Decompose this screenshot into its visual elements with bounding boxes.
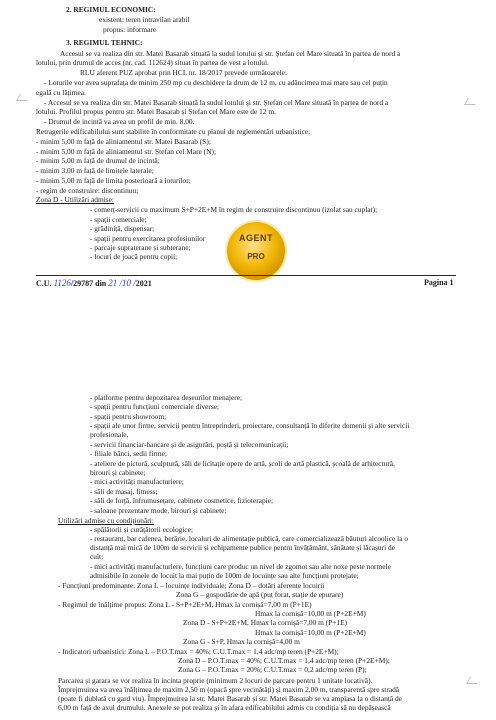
list-item: - servicii financiar-bancare și de asigurări, poștă și telecomunicații; [90, 440, 289, 449]
height-line: - Regimul de înălțime propus: Zona L - S+P+2E+M, Hmax la cornișă=7,00 m (P+1E) [58, 600, 312, 609]
list-item: - spații ale unor firme, servicii pentru întreprinderi, proiectare, consultanță în diferite domenii și alte servicii [90, 421, 410, 430]
existent-line: existent: teren intravilan arabil [99, 15, 190, 24]
paragraph-line: egală cu lățimea. [36, 88, 86, 97]
section-3-heading: 3. REGIMUL TEHNIC: [66, 38, 143, 47]
paragraph-line: lotului. Profilul propus pentru str. Matei Basarab și Ștefan cel Mare este de 12 m. [36, 107, 276, 116]
list-item: - spații comerciale; [90, 215, 147, 224]
list-item: - spații pentru funcțiuni comerciale diverse; [90, 402, 220, 411]
footer-divider [36, 275, 456, 276]
height-line: Zona G - S+P, Hmax la cornișă=4,00 m [183, 637, 300, 646]
list-item: - grădiniță, dispensar; [90, 224, 155, 233]
list-item: - săli de masaj, fitness; [90, 487, 158, 496]
list-item: - spălătorii și curățătorii ecologice; [90, 525, 194, 534]
list-item: - minim 5,00 m față de drumul de incintă; [36, 156, 160, 165]
margin-mark [466, 677, 481, 684]
list-item: - saloane prezentare mode, birouri și cabinete; [90, 506, 227, 515]
paragraph-line: - Drumul de incintă va avea un profil de min. 8,00. [44, 117, 195, 126]
paragraph-line: lotului, prin drumul de acces (nr. cad. 112624) situat în partea de vest a lotului. [36, 58, 269, 67]
list-item: - minim 5,00 m față de limita posterioară a loturilor; [36, 176, 191, 185]
functions-line: - Funcțiuni predominante: Zona L – locuințe individuale; Zona D – dotări aferente locuirii [58, 581, 325, 590]
list-item: - spații pentru showroom; [90, 412, 167, 421]
list-item: birouri și cabinete; [90, 468, 146, 477]
margin-mark [464, 98, 479, 105]
page-gap [0, 310, 496, 347]
functions-line: Zona G – gospodărie de apă (puț forat, stație de epurare) [176, 590, 344, 599]
paragraph-line: 6,00 m față de axul drumului. Anexele se pot realiza și în afara edificabilului admis cu condiția să nu depășească [58, 703, 391, 712]
page-footer: C.U. 1126/29787 din 21 /10 /2021 [36, 278, 152, 288]
document-page-2 [0, 347, 496, 720]
propus-line: propus: informare [103, 25, 157, 34]
page-number: Pagina 1 [424, 278, 454, 287]
list-item: - ateliere de pictură, sculptură, săli de licitație opere de artă, școli de artă plastică, școală de arhitectură, [90, 459, 395, 468]
paragraph-line: RLU aferent PUZ aprobat prin HCL nr. 18/2017 prevede următoarele: [80, 68, 288, 77]
list-item: - mici activități manufacturiere; [90, 477, 184, 486]
conditional-uses-heading: Utilizări admise cu condiționări: [58, 516, 154, 525]
list-item: - comerț-servicii cu maximum S+P+2E+M în regim de construire discontinuu (izolat sau cuplat); [90, 205, 378, 214]
height-line: Hmax la cornișă=10,00 m (P+2E+M) [255, 628, 366, 637]
list-item: - platforme pentru depozitarea deșeurilor menajere; [90, 393, 243, 402]
indicators-line: Zona D – P.O.T.max = 40%; C.U.T.max = 1,4 adc/mp teren (P+2E+M); [178, 656, 390, 665]
list-item: - minim 5,00 m față de aliniamentul str. Matei Basarab (S); [36, 137, 211, 146]
paragraph-line: (poate fi dublată cu gard viu). Împrejmuirea la str. Matei Basarab și str. Matei Basarab se va amplasa la o distanță de [58, 694, 402, 703]
list-item: distanță mai mică de 100m de servicii și echipamente publice pentru învățământ, sănătate și lăcașuri de [90, 543, 395, 552]
document-page-1 [0, 0, 496, 310]
paragraph-line: - Accesul se va realiza din str. Matei Basarab situată la sudul lotului și str. Ștefan cel Mare situată în partea de nord a [44, 98, 389, 107]
list-item: - locuri de joacă pentru copii; [90, 252, 178, 261]
list-item: - restaurant, bar cafenea, berărie, localuri de alimentație publică, care comercializează băuturi alcoolice la o [90, 534, 409, 543]
list-item: - minim 3,00 m față de limitele laterale; [36, 166, 154, 175]
list-item: - spații pentru exercitarea profesiunilor [90, 234, 206, 243]
list-item: - parcaje supraterane și subterane; [90, 243, 191, 252]
list-item: - mici activități manufacturiere, funcțiuni care produc un nivel de zgomot sau alte noxe peste normele [90, 562, 391, 571]
paragraph-line: Parcarea și garara se vor realiza în incinta proprie (minimum 2 locuri de parcare pentru 1 unitate locativă). [58, 676, 373, 685]
paragraph-line: Accesul se va realiza din str. Matei Basarab situată la sudul lotului și str. Ștefan cel Mare situată în partea de nord a [60, 49, 401, 58]
list-item: admisibile în zonele de locuit la mai puțin de 100m de locuințe sau alte funcțiuni protejate; [90, 571, 359, 580]
zone-d-heading: Zona D - Utilizări admise: [36, 195, 114, 204]
paragraph-line: - Loturile vor avea suprafața de minim 250 mp cu deschidere la drum de 12 m, cu adâncimea mai mare sau cel puțin [44, 78, 388, 87]
paragraph-line: Împrejmuirea va avea înălțimea de maxim 2,50 m (opacă spre vecinătăți) și maxim 2,00 m, transparentă spre stradă [58, 685, 400, 694]
margin-mark [16, 94, 31, 101]
indicators-line: - Indicatori urbanistici: Zona L – P.O.T.max = 40%; C.U.T.max = 1,4 adc/mp teren (P+2E+M); [58, 647, 339, 656]
agent-pro-watermark-logo: AGENT PRO [227, 222, 285, 280]
list-item: cult; [90, 552, 104, 561]
indicators-line: Zona G – P.O.T.max = 20%; C.U.T.max = 0,2 adc/mp teren (P); [178, 665, 367, 674]
list-item: - minim 5,00 m față de aliniamentul str. Ștefan cel Mare (N); [36, 147, 216, 156]
height-line: Hmax la cornișă=10,00 m (P+2E+M) [255, 609, 366, 618]
list-item: - filiale bănci, sedii firme; [90, 449, 167, 458]
list-item: profesionale, [90, 430, 129, 439]
section-2-heading: 2. REGIMUL ECONOMIC: [66, 5, 156, 14]
paragraph-line: Retragerile edificabilului sunt stabilite în conformitate cu planul de reglementări urbanistice: [36, 127, 311, 136]
height-line: Zona D - S+P+2E+M, Hmax la cornișă=7,00 m (P+1E) [183, 618, 348, 627]
list-item: - regim de construire: discontinuu; [36, 186, 139, 195]
list-item: - săli de forță, înfrumusețare, cabinete cosmetice, fizioterapie; [90, 496, 274, 505]
